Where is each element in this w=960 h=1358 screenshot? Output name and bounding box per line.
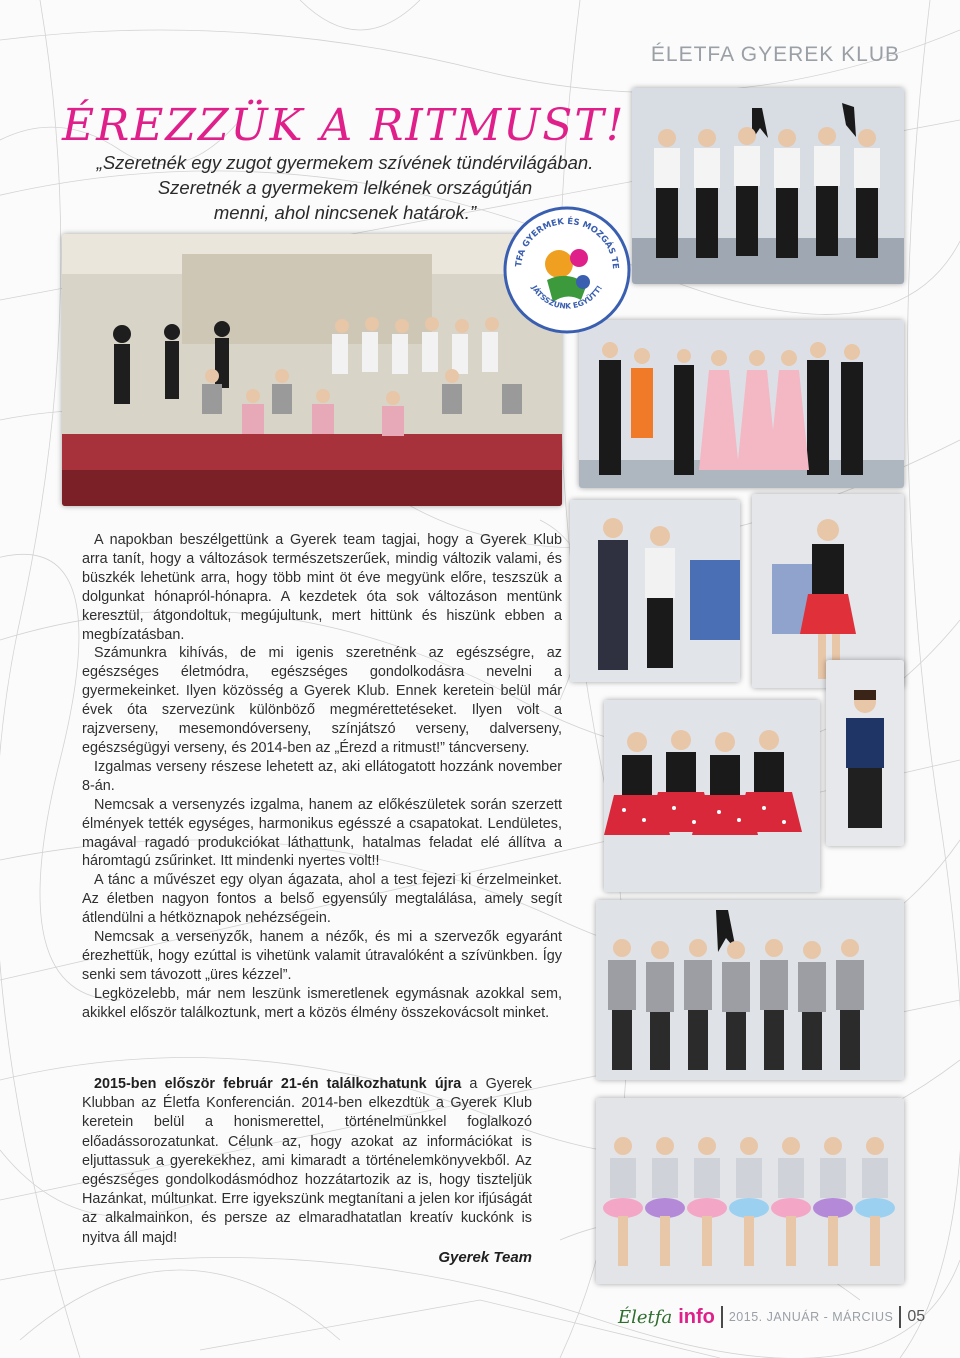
- photo-formal-dancers: [579, 320, 904, 488]
- article-signature: Gyerek Team: [438, 1249, 532, 1266]
- article-body: [82, 531, 562, 1023]
- quote-line: Szeretnék a gyermekem lelkének országútján: [157, 177, 533, 198]
- footer-brand-script: Életfa: [618, 1306, 673, 1328]
- article-paragraph: A tánc a művészet egy olyan ágazata, ahol a test fejezi ki érzelmeinket. Az életben nagyon fontos a belső egyensúly megtalálása, amely segít átlendülni a hétköznapok nehézségein.: [82, 872, 562, 927]
- page-footer: [618, 1302, 925, 1332]
- footer-divider: [721, 1306, 723, 1328]
- footer-brand-info: info: [678, 1305, 715, 1328]
- footer-issue-date: 2015. JANUÁR - MÁRCIUS: [728, 1310, 894, 1324]
- article-paragraph: Nemcsak a versenyzés izgalma, hanem az előkészületek során szerzett élmények tették egységes, harmonikus egésszé a csapatokat. Lendületes, magával ragadó produkciókat láthattunk, hatalmas feladat elé állítva a háromtagú zsűrinket. Itt mindenki nyertes volt!!: [82, 796, 562, 870]
- closing-text: a Gyerek Klubban az Életfa Konferencián. 2014-ben elkezdtük a Gyerek Klub keretein belül a honismerettel, történelmünkkel foglalkozó előadássorozatunkat. Célunk az, hogy azokat az információkat is eljuttassuk a gyerekekhez, ami kimaradt a történelemkönyvekből. Az egészséges gondolkodásmódhoz hozzátartozik az is, hogy tiszteljük Hazánkat, múltunkat. Erre igyekszünk megtanítani a jelen kor ifjúságát az alkalmainkon, és persze az elmaradhatatlan kreatív kuckónk is nyitva áll majd!: [82, 1076, 532, 1246]
- page-title: ÉREZZÜK A RITMUST!: [62, 100, 626, 151]
- closing-highlight: 2015-ben először február 21-én találkozhatunk újra: [94, 1076, 462, 1092]
- logo-text-bottom: JÁTSSZUNK EGYÜTT!: [529, 283, 605, 311]
- photo-boys-white-shirts: [632, 88, 904, 284]
- photo-tutu-team: [596, 1098, 904, 1284]
- article-paragraph: Nemcsak a versenyzők, hanem a nézők, és mi a szervezők egyaránt érezhettük, hogy ezúttal is vihetünk valamit útravalóként a szívünkben. Így senki sem távozott „üres kézzel”.: [82, 929, 562, 983]
- quote-line: „Szeretnék egy zugot gyermekem szívének tündérvilágában.: [96, 152, 594, 173]
- closing-paragraph: [82, 1075, 532, 1248]
- article-closing: [82, 1075, 532, 1248]
- footer-divider: [899, 1306, 901, 1328]
- section-label: ÉLETFA GYEREK KLUB: [650, 43, 900, 66]
- photo-group-stage: [62, 234, 562, 506]
- photo-girl-red-skirt: [752, 494, 904, 688]
- photo-girl-blue-shirt: [826, 660, 904, 846]
- article-paragraph: Legközelebb, már nem leszünk ismeretlenek egymásnak azokkal sem, akikkel először találkoztunk, mert a közös élmény összekovácsolt minket.: [82, 985, 562, 1021]
- photo-folk-couple: [570, 500, 740, 682]
- quote-line: menni, ahol nincsenek határok.”: [213, 202, 477, 223]
- article-paragraph: A napokban beszélgettünk a Gyerek team tagjai, hogy a Gyerek Klub arra tanít, hogy a változások természetszerűek, mindig változik valami, és büszkék lehetünk arra, hogy több mint öt éve megyünk előre, teszszük a dolgunkat hónapról-hónapra. A kezdetek óta sok változáson mentünk keresztül, átgondoltuk, megújultunk, mert hittünk és hiszünk ebben a megbízatásban.: [82, 532, 562, 643]
- team-logo: [503, 206, 631, 334]
- photo-polka-skirt-team: [604, 700, 820, 892]
- page-number: 05: [907, 1308, 926, 1325]
- photo-grey-hoodie-team: [596, 900, 904, 1080]
- article-paragraph: Számunkra kihívás, de mi igenis szeretnénk az egészségre, az egészséges életmódra, egészséges gondolkodásra nevelni a gyermekeinket. Ilyen közösség a Gyerek Klub. Ennek keretein belül már évek óta szervezünk különböző megmérettetéseket. Ilyen volt a rajzverseny, mesemondóverseny, színjátszó verseny, dalverseny, egészségügyi verseny, és 2014-ben az „Érezd a ritmust!” táncverseny.: [82, 645, 562, 756]
- logo-text-top: TFA GYERMEK ÉS MOZGÁS TE: [514, 216, 621, 270]
- article-paragraph: Izgalmas verseny részese lehetett az, aki ellátogatott hozzánk november 8-án.: [82, 758, 562, 794]
